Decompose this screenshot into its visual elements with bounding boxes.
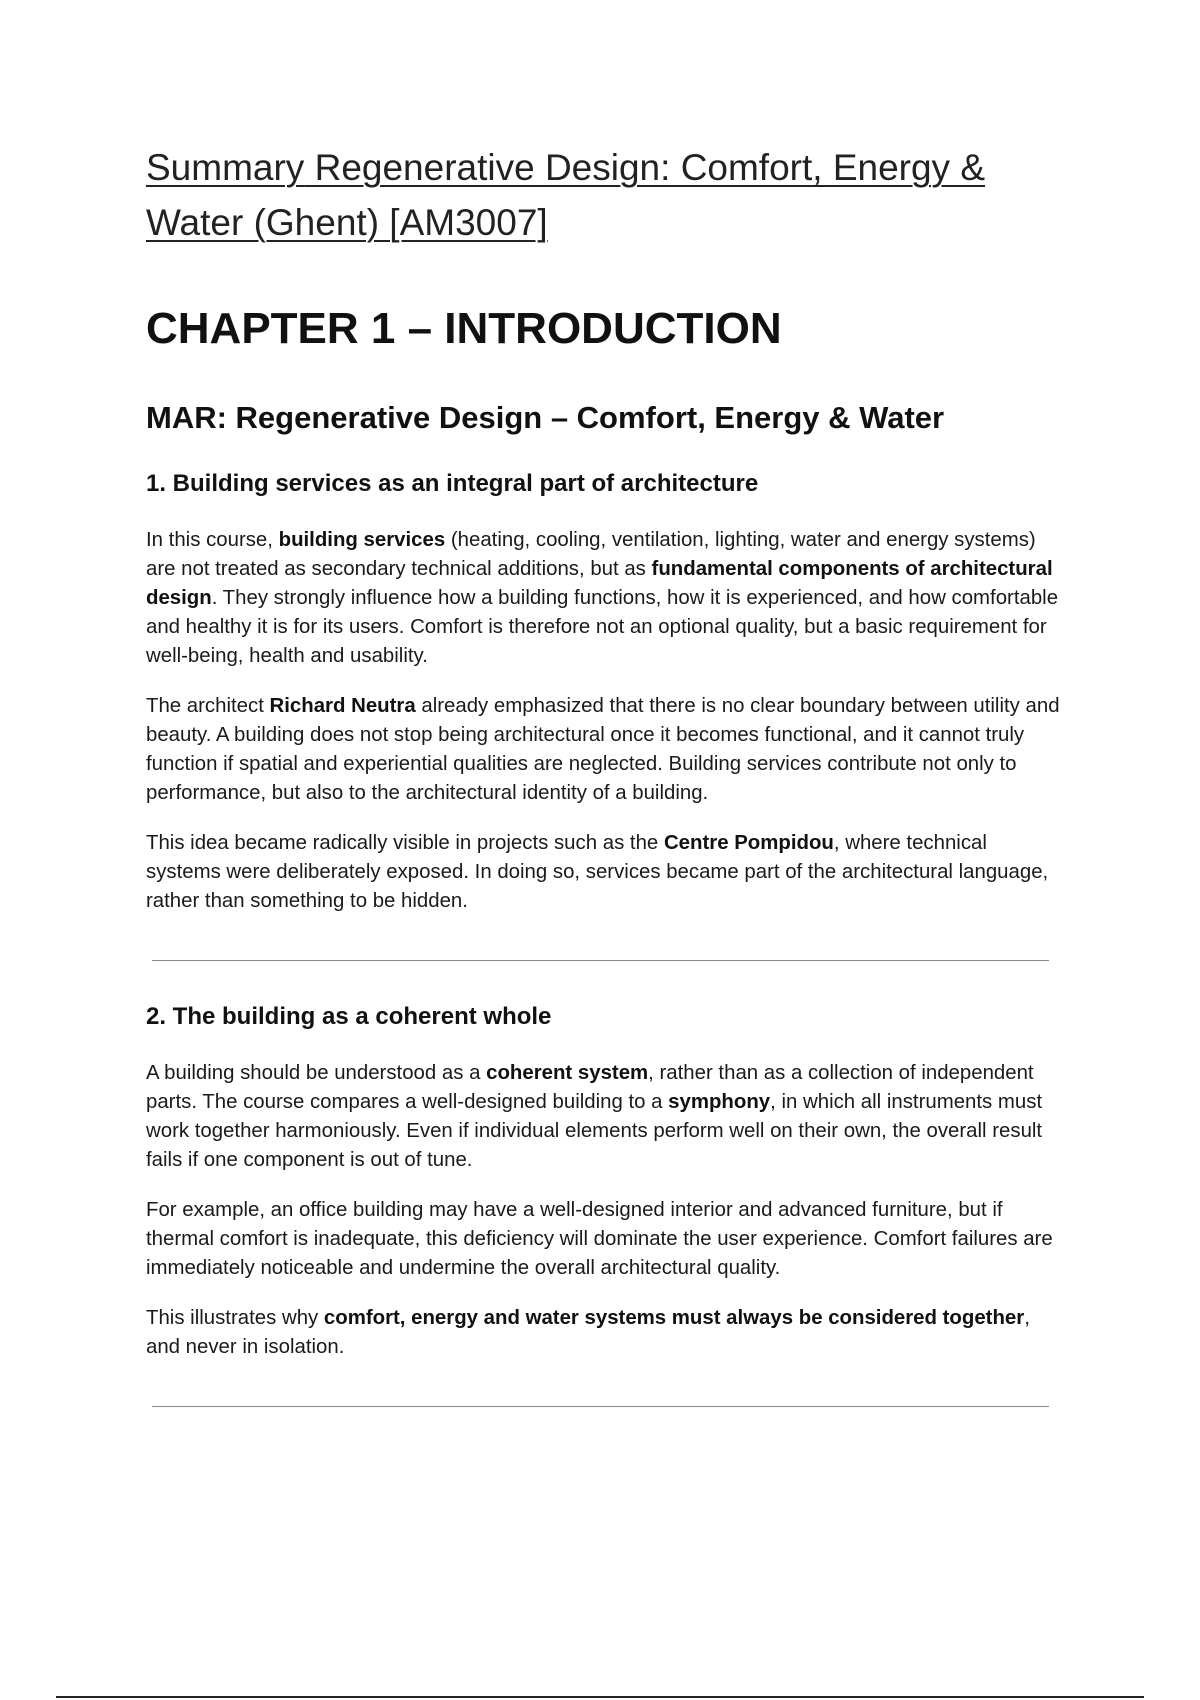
section-divider-1 [152,960,1049,961]
page-bottom-rule [56,1696,1144,1698]
section-2-paragraph-3: This illustrates why comfort, energy and water systems must always be considered together, and never in isolation. [146,1307,1030,1358]
title-link-summary[interactable]: Summary [146,147,305,188]
section-1-paragraph-3: This idea became radically visible in projects such as the Centre Pompidou, where technical systems were deliberately exposed. In doing so, services became part of the architectural language, rather than something to be hidden. [146,832,1049,912]
section-1-paragraph-1: In this course, building services (heating, cooling, ventilation, lighting, water and energy systems) are not treated as secondary technical additions, but as fundamental components of architectural design. They strongly influence how a building functions, how it is experienced, and how comfortable and healthy it is for its users. Comfort is therefore not an optional quality, but a basic requirement for well-being, health and usability. [146,529,1059,667]
document-page [146,140,1066,1407]
section-2-paragraph-1: A building should be understood as a coherent system, rather than as a collection of independent parts. The course compares a well-designed building to a symphony, in which all instruments must work together harmoniously. Even if individual elements perform well on their own, the overall result fails if one component is out of tune. [146,1062,1043,1171]
section-1-heading: 1. Building services as an integral part of architecture [146,470,759,497]
document-title[interactable] [146,140,1066,250]
course-heading: MAR: Regenerative Design – Comfort, Energy & Water [146,400,945,435]
section-1-paragraph-2: The architect Richard Neutra already emphasized that there is no clear boundary between utility and beauty. A building does not stop being architectural once it becomes functional, and it cannot truly function if spatial and experiential qualities are neglected. Building services contribute not only to performance, but also to the architectural identity of a building. [146,695,1060,804]
chapter-heading: CHAPTER 1 – INTRODUCTION [146,304,782,353]
section-2-heading: 2. The building as a coherent whole [146,1003,552,1030]
title-link-course[interactable]: Regenerative Design: Comfort, Energy & Water (Ghent) [AM3007] [146,147,986,243]
section-2-paragraph-2: For example, an office building may have a well-designed interior and advanced furniture, but if thermal comfort is inadequate, this deficiency will dominate the user experience. Comfort failures are immediately noticeable and undermine the overall architectural quality. [146,1199,1053,1279]
section-divider-2 [152,1406,1049,1407]
